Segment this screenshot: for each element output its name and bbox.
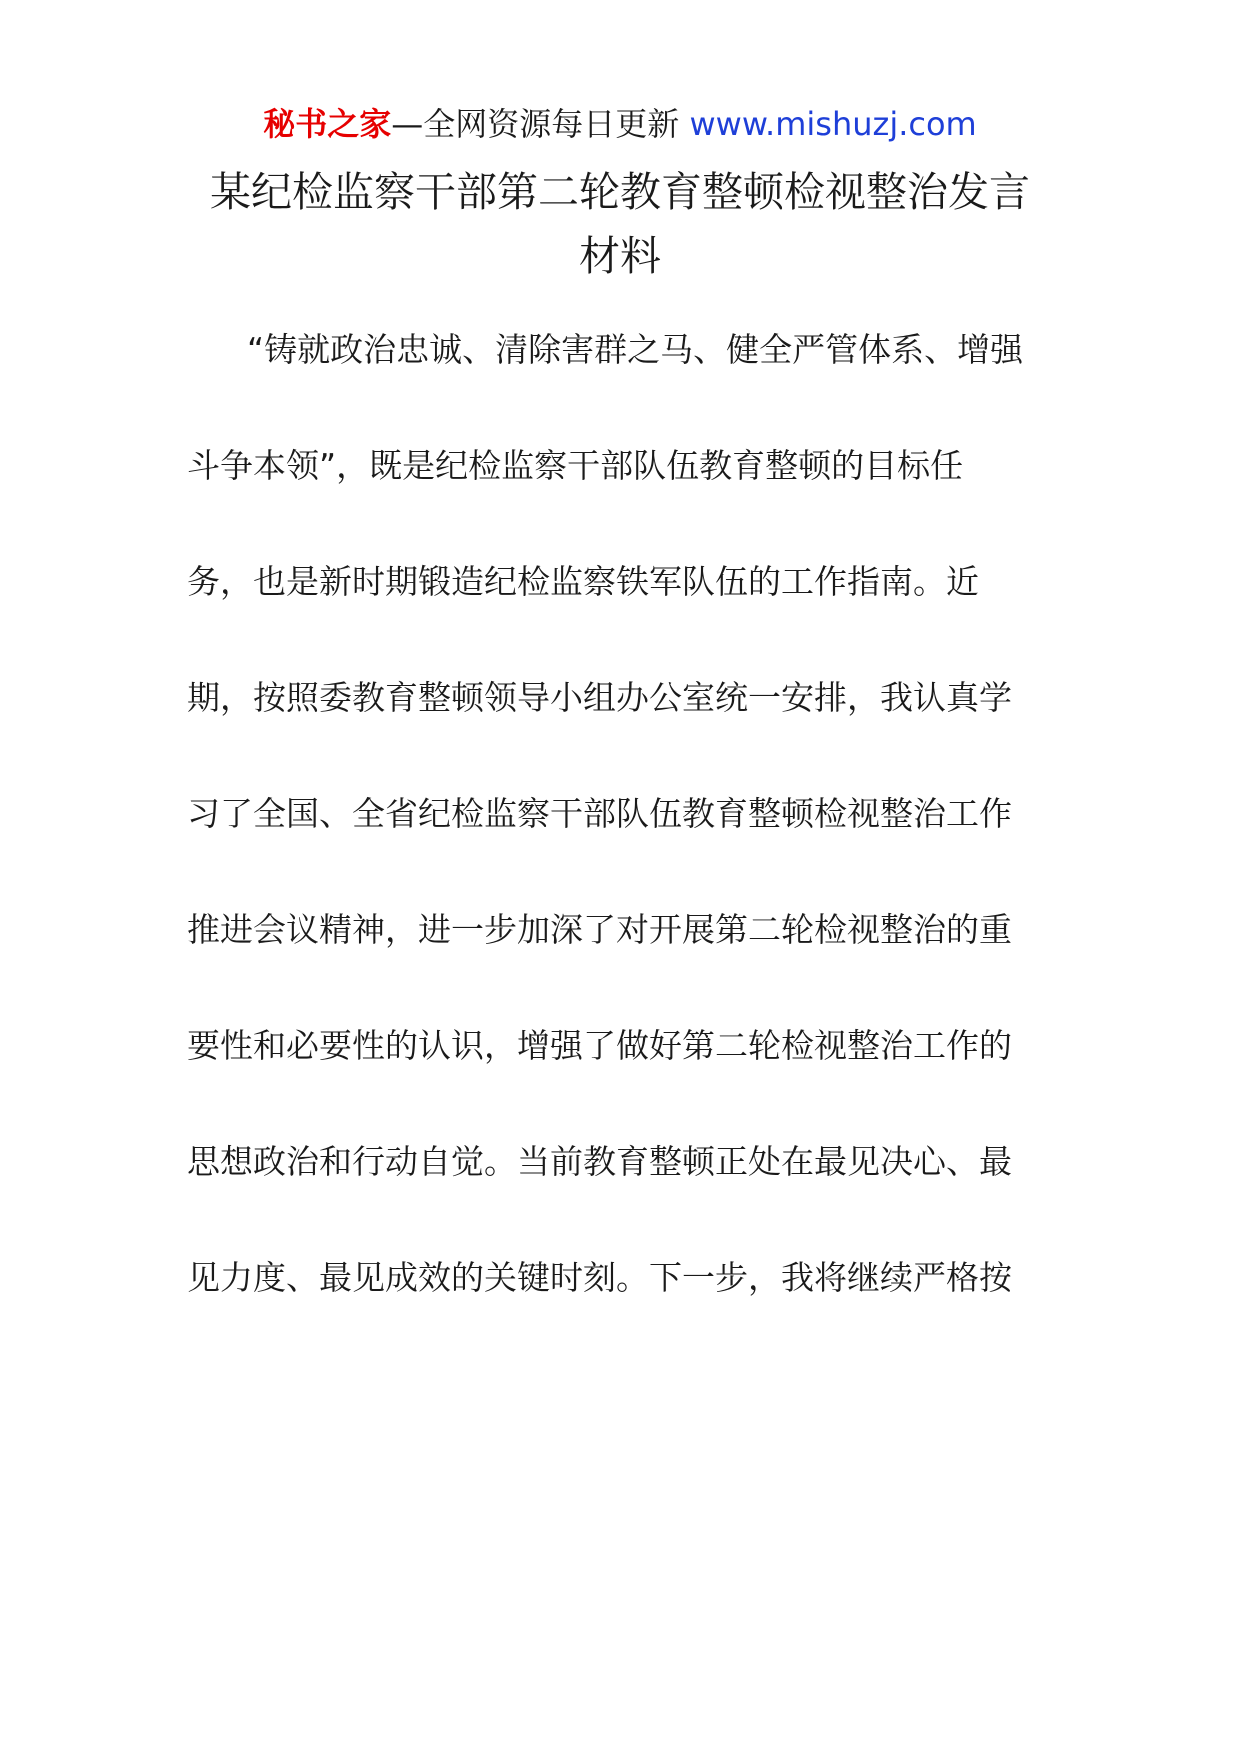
body-line: 要性和必要性的认识，增强了做好第二轮检视整治工作的 xyxy=(187,1026,1012,1065)
body-line: 务，也是新时期锻造纪检监察铁军队伍的工作指南。近 xyxy=(187,562,979,601)
document-title xyxy=(150,160,1090,288)
site-header xyxy=(0,100,1240,148)
document-title-line-1: 某纪检监察干部第二轮教育整顿检视整治发言 xyxy=(210,168,1030,216)
site-tagline: —全网资源每日更新 xyxy=(391,105,690,143)
body-line: 推进会议精神，进一步加深了对开展第二轮检视整治的重 xyxy=(187,910,1012,949)
body-line: 斗争本领”，既是纪检监察干部队伍教育整顿的目标任 xyxy=(187,446,964,485)
site-name: 秘书之家 xyxy=(263,105,392,143)
body-line: 习了全国、全省纪检监察干部队伍教育整顿检视整治工作 xyxy=(187,794,1012,833)
document-title-line-2: 材料 xyxy=(579,232,661,280)
body-line: 见力度、最见成效的关键时刻。下一步，我将继续严格按 xyxy=(187,1258,1012,1297)
body-line: 思想政治和行动自觉。当前教育整顿正处在最见决心、最 xyxy=(187,1142,1012,1181)
body-line: 期，按照委教育整顿领导小组办公室统一安排，我认真学 xyxy=(187,678,1012,717)
site-url-link[interactable]: www.mishuzj.com xyxy=(689,105,977,143)
body-line: “铸就政治忠诚、清除害群之马、健全严管体系、增强 xyxy=(247,330,1024,369)
